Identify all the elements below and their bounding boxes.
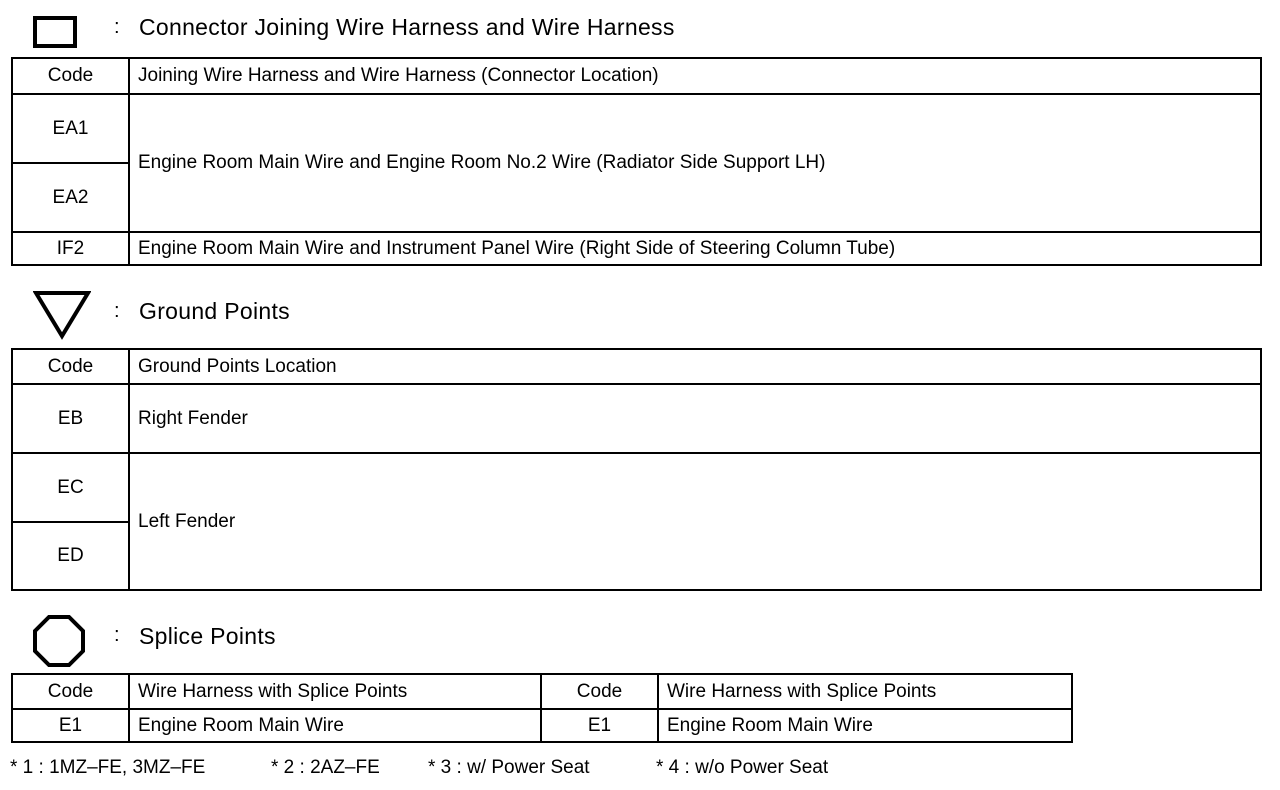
table-row [12,384,1261,453]
table-header-row [12,349,1261,384]
heading-colon: : [114,624,120,646]
ground-code: EB [12,384,129,453]
description-column-header: Wire Harness with Splice Points [658,674,1072,709]
splice-heading: Splice Points [139,623,276,649]
ground-heading: Ground Points [139,298,290,324]
description-column-header: Joining Wire Harness and Wire Harness (Connector Location) [129,58,1261,94]
footnote: * 2 : 2AZ–FE [271,757,380,778]
code-column-header: Code [12,349,129,384]
connector-code: IF2 [12,232,129,265]
connector-table [11,57,1262,266]
footnote: * 3 : w/ Power Seat [428,757,590,778]
square-icon [33,16,77,48]
ground-description: Right Fender [129,384,1261,453]
footnote: * 1 : 1MZ–FE, 3MZ–FE [10,757,206,778]
table-header-row [12,674,1072,709]
heading-colon: : [114,16,120,38]
splice-description: Engine Room Main Wire [658,709,1072,742]
octagon-icon [32,614,86,668]
heading-colon: : [114,300,120,322]
splice-table [11,673,1073,743]
ground-code: EC [12,453,129,522]
table-row [12,709,1072,742]
splice-code: E1 [541,709,658,742]
ground-code: ED [12,522,129,590]
triangle-down-icon [33,290,91,340]
splice-description: Engine Room Main Wire [129,709,541,742]
connector-description: Engine Room Main Wire and Engine Room No.2 Wire (Radiator Side Support LH) [129,94,1261,232]
table-row [12,94,1261,163]
table-row [12,453,1261,522]
ground-description: Left Fender [129,453,1261,590]
connector-code: EA2 [12,163,129,232]
description-column-header: Ground Points Location [129,349,1261,384]
code-column-header: Code [12,674,129,709]
table-row [12,232,1261,265]
connector-description: Engine Room Main Wire and Instrument Panel Wire (Right Side of Steering Column Tube) [129,232,1261,265]
footnote: * 4 : w/o Power Seat [656,757,829,778]
connector-code: EA1 [12,94,129,163]
connector-heading: Connector Joining Wire Harness and Wire Harness [139,14,675,40]
code-column-header: Code [12,58,129,94]
table-header-row [12,58,1261,94]
splice-code: E1 [12,709,129,742]
description-column-header: Wire Harness with Splice Points [129,674,541,709]
code-column-header: Code [541,674,658,709]
ground-table [11,348,1262,591]
